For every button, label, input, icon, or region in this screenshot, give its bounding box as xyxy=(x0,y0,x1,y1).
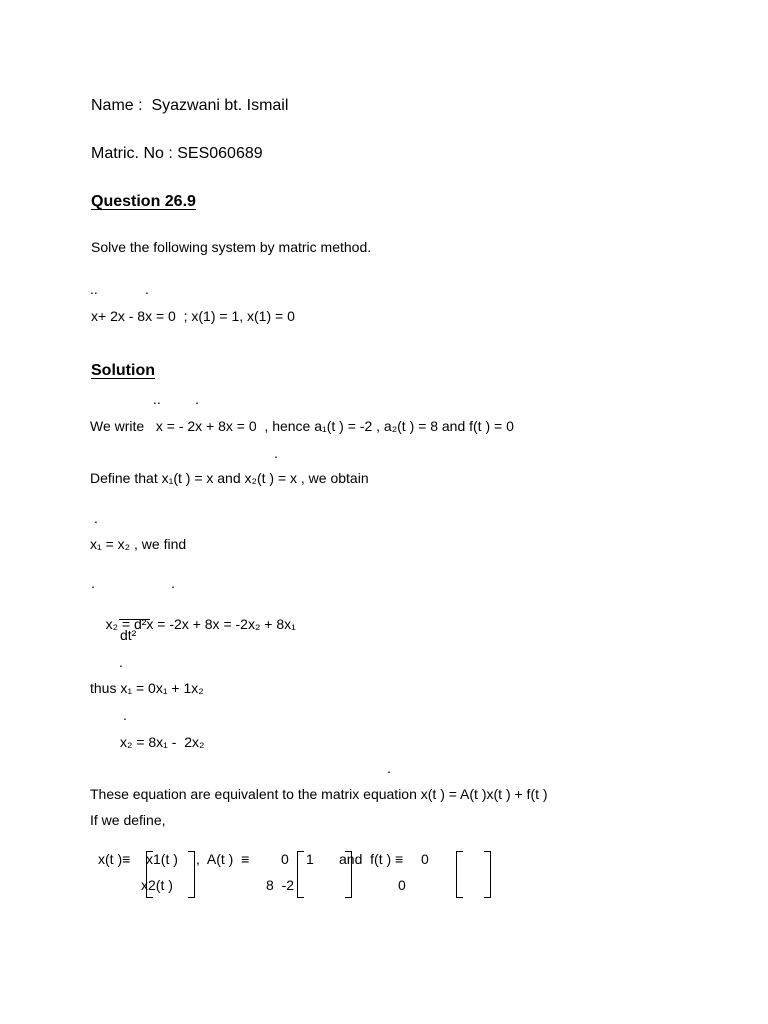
a-matrix-bottom: 8 -2 xyxy=(266,877,295,893)
solution-thus-line: thus x₁ = 0x₁ + 1x₂ xyxy=(90,680,204,696)
single-dot-mark: . xyxy=(274,445,278,461)
x2-denominator: dt² xyxy=(120,627,137,643)
matric-number: Matric. No : SES060689 xyxy=(91,145,263,162)
student-name: Name : Syazwani bt. Ismail xyxy=(91,97,289,114)
fraction-bar xyxy=(119,619,150,620)
left-bracket xyxy=(297,851,304,898)
single-dot-mark: . xyxy=(145,281,149,297)
solution-equivalent: These equation are equivalent to the matrix equation x(t ) = A(t )x(t ) + f(t ) xyxy=(90,786,548,802)
single-dot-mark: . xyxy=(123,707,127,723)
x2-rhs: = -2x + 8x = -2x₂ + 8x₁ xyxy=(153,616,296,632)
solution-x2-second: x₂ = 8x₁ - 2x₂ xyxy=(120,734,205,750)
solution-x1-line: x₁ = x₂ , we find xyxy=(90,536,187,552)
right-bracket xyxy=(188,851,195,898)
x2-lhs: x₂ = xyxy=(105,616,134,632)
double-dot-mark: .. xyxy=(90,281,98,297)
a-matrix-top-right: 1 xyxy=(306,851,314,867)
question-heading: Question 26.9 xyxy=(91,193,196,210)
double-dot-mark: .. xyxy=(153,391,161,407)
f-vector-label: and f(t ) ≡ xyxy=(339,851,404,867)
single-dot-mark: . xyxy=(119,654,123,670)
f-vector-top: 0 xyxy=(421,851,429,867)
x2-numerator: d²x xyxy=(133,616,154,632)
left-bracket xyxy=(456,851,463,898)
x-vector-bottom: x2(t ) xyxy=(141,877,173,893)
x-vector-top: x1(t ) xyxy=(146,851,178,867)
a-matrix-label: , A(t ) ≡ xyxy=(196,851,250,867)
solution-heading: Solution xyxy=(91,362,155,379)
solution-we-write: We write x = - 2x + 8x = 0 , hence a₁(t ) = -2 , a₂(t ) = 8 and f(t ) = 0 xyxy=(90,418,514,434)
single-dot-mark: . xyxy=(91,575,95,591)
question-equation: x+ 2x - 8x = 0 ; x(1) = 1, x(1) = 0 xyxy=(91,308,295,324)
solution-define-matrices: If we define, xyxy=(90,812,166,828)
solution-define: Define that x₁(t ) = x and x₂(t ) = x , we obtain xyxy=(90,470,369,486)
single-dot-mark: . xyxy=(171,575,175,591)
question-instruction: Solve the following system by matric method. xyxy=(91,239,372,255)
single-dot-mark: . xyxy=(195,391,199,407)
f-vector-bottom: 0 xyxy=(398,877,406,893)
single-dot-mark: . xyxy=(94,510,98,526)
right-bracket xyxy=(484,851,491,898)
x-vector-label: x(t )≡ xyxy=(98,851,131,867)
single-dot-mark: . xyxy=(387,760,391,776)
a-matrix-top-left: 0 xyxy=(281,851,289,867)
